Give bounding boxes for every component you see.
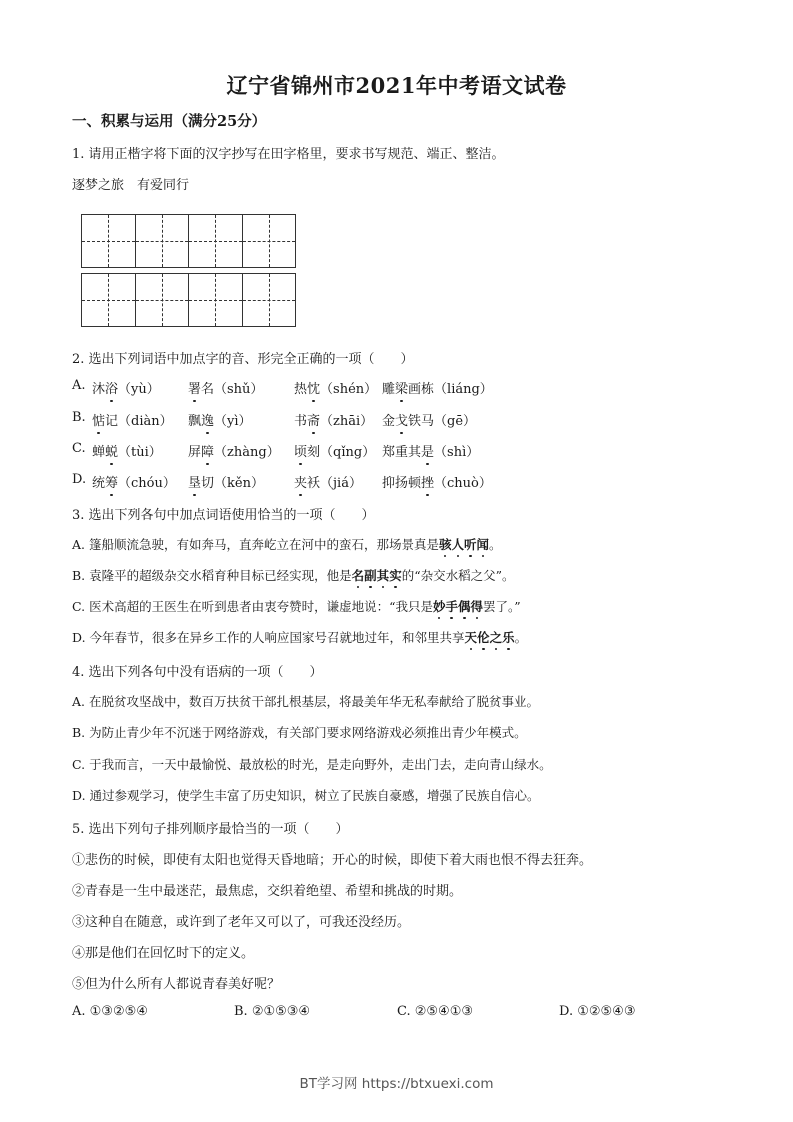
q2-stem: 2. 选出下列词语中加点字的音、形完全正确的一项（ ） [72,352,414,367]
word-item: 夹袄（jiá） [294,476,362,491]
dotted-char: 蜕 [105,445,119,460]
option-label: B. [72,410,86,425]
dotted-char: 是 [421,445,435,460]
emphasized-phrase [433,599,483,614]
q5-sentence: ①悲伤的时候，即使有太阳也觉得天昏地暗；开心的时候，即使下着大雨也恨不得去狂奔。 [72,853,593,868]
dotted-char: 逸 [201,414,215,429]
emphasized-phrase [465,630,515,645]
q3-option-b[interactable]: B. 袁隆平的超级杂交水稻育种目标已经实现，他是名副其实的“杂交水稻之父”。 [72,568,515,583]
dotted-char: 实 [389,568,402,583]
q3-option-a[interactable]: A. 篷船顺流急驶，有如奔马，直奔屹立在河中的蛮石，那场景真是骇人听闻。 [72,537,502,552]
q4-option-c[interactable]: C. 于我而言，一天中最愉悦、最放松的时光，是走向野外，走出门去，走向青山绿水。 [72,757,552,772]
dotted-char: 障 [201,445,215,460]
dotted-char: 闻 [476,537,490,552]
tianzige-cell[interactable] [243,215,296,267]
tianzige-cell[interactable] [136,215,190,267]
word-item: 雕梁画栋（liáng） [382,382,493,397]
q5-stem: 5. 选出下列句子排列顺序最恰当的一项（ ） [72,822,349,837]
word-item: 蝉蜕（tùi） [92,445,162,460]
word-item: 沐浴（yù） [92,382,160,397]
dotted-char: 偶 [458,599,471,614]
word-item: 抑扬顿挫（chuò） [382,476,492,491]
q3-option-c[interactable]: C. 医术高超的王医生在听到患者由衷夸赞时，谦虚地说：“我只是妙手偶得罢了。” [72,599,521,614]
tianzige-cell[interactable] [136,274,190,326]
word-item: 书斋（zhāi） [294,414,374,429]
dotted-char: 梁 [395,382,409,397]
tianzige-cell[interactable] [82,274,136,326]
dotted-char: 听 [464,537,477,552]
dotted-char: 筹 [105,476,119,491]
tianzige-row-1[interactable] [81,214,296,268]
word-item: 热忱（shén） [294,382,378,397]
q3-stem: 3. 选出下列各句中加点词语使用恰当的一项（ ） [72,508,375,523]
dotted-char: 副 [364,568,377,583]
tianzige-cell[interactable] [189,215,243,267]
tianzige-cell[interactable] [189,274,243,326]
word-item: 惦记（diàn） [92,414,173,429]
page-title: 辽宁省锦州市2021年中考语文试卷 [226,73,567,98]
q2-option-d[interactable] [72,472,732,492]
q2-option-a[interactable] [72,378,732,398]
q5-choice-c[interactable]: C. ②⑤④①③ [397,1004,474,1019]
dotted-char: 斋 [307,414,321,429]
emphasized-phrase [352,568,402,583]
tianzige-cell[interactable] [82,215,136,267]
dotted-char: 其 [376,568,390,583]
footer-watermark[interactable]: BT学习网 https://btxuexi.com [299,1076,494,1092]
q5-choice-a[interactable]: A. ①③②⑤④ [72,1004,148,1019]
q1-phrase: 逐梦之旅 有爱同行 [72,178,190,193]
q4-option-a[interactable]: A. 在脱贫攻坚战中，数百万扶贫干部扎根基层，将最美年华无私奉献给了脱贫事业。 [72,694,539,709]
dotted-char: 惦 [92,414,106,429]
section-heading: 一、积累与运用（满分25分） [72,113,267,130]
q3-option-d[interactable]: D. 今年春节，很多在异乡工作的人响应国家号召就地过年，和邻里共享天伦之乐。 [72,630,528,645]
dotted-char: 人 [451,537,465,552]
emphasized-phrase [439,537,489,552]
dotted-char: 得 [470,599,484,614]
word-item: 郑重其是（shì） [382,445,480,460]
dotted-char: 挫 [421,476,435,491]
word-item: 垦切（kěn） [188,476,264,491]
dotted-char: 名 [351,568,365,583]
q4-stem: 4. 选出下列各句中没有语病的一项（ ） [72,665,323,680]
q2-option-b[interactable] [72,410,732,430]
word-item: 屏障（zhàng） [188,445,280,460]
dotted-char: 伦 [477,630,490,645]
dotted-char: 浴 [105,382,119,397]
dotted-char: 署 [188,382,202,397]
q2-option-c[interactable] [72,441,732,461]
tianzige-cell[interactable] [243,274,296,326]
dotted-char: 之 [489,630,503,645]
word-item: 金戈铁马（gē） [382,414,477,429]
q5-choice-b[interactable]: B. ②①⑤③④ [234,1004,311,1019]
dotted-char: 顷 [294,445,308,460]
tianzige-row-2[interactable] [81,273,296,327]
q5-sentence: ④那是他们在回忆时下的定义。 [72,946,255,961]
option-label: D. [72,472,87,487]
q4-option-b[interactable]: B. 为防止青少年不沉迷于网络游戏，有关部门要求网络游戏必须推出青少年模式。 [72,725,527,740]
word-item: 顷刻（qǐng） [294,445,376,460]
option-label: A. [72,378,86,393]
dotted-char: 妙 [432,599,446,614]
dotted-char: 夹 [294,476,308,491]
word-item: 飘逸（yì） [188,414,252,429]
dotted-char: 忱 [307,382,321,397]
dotted-char: 垦 [188,476,202,491]
q1-stem: 1. 请用正楷字将下面的汉字抄写在田字格里，要求书写规范、端正、整洁。 [72,147,505,162]
word-item: 署名（shǔ） [188,382,264,397]
dotted-char: 天 [464,630,478,645]
dotted-char: 戈 [395,414,409,429]
dotted-char: 骇 [438,537,452,552]
dotted-char: 手 [445,599,458,614]
q5-sentence: ⑤但为什么所有人都说青春美好呢？ [72,977,281,992]
option-label: C. [72,441,86,456]
q5-choice-d[interactable]: D. ①②⑤④③ [559,1004,636,1019]
word-item: 统筹（chóu） [92,476,176,491]
q5-sentence: ②青春是一生中最迷茫，最焦虑，交织着绝望、希望和挑战的时期。 [72,884,463,899]
q5-sentence: ③这种自在随意，或许到了老年又可以了，可我还没经历。 [72,915,411,930]
dotted-char: 乐 [502,630,515,645]
q4-option-d[interactable]: D. 通过参观学习，使学生丰富了历史知识，树立了民族自豪感，增强了民族自信心。 [72,788,540,803]
